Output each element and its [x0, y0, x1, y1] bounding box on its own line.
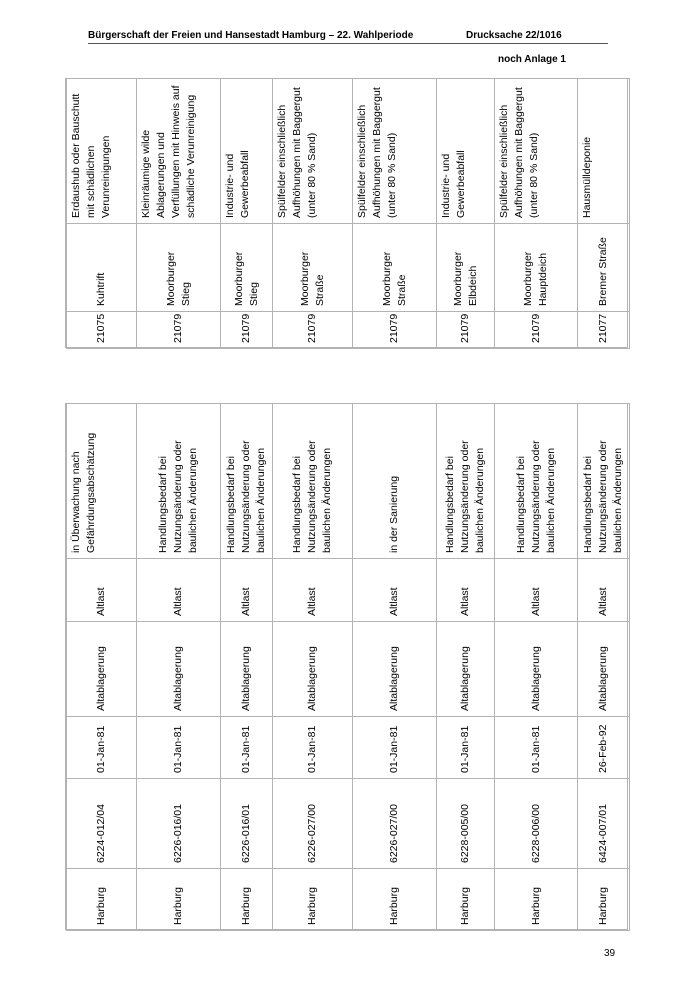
- site-class: Altlast: [221, 559, 273, 622]
- upper-table-grid: [66, 78, 630, 349]
- site-class: Altlast: [437, 559, 495, 622]
- postal-code: 21079: [437, 312, 495, 349]
- record-date: 01-Jan-81: [67, 717, 137, 779]
- record-date: 26-Feb-92: [578, 717, 630, 779]
- street-name: Bremer Straße: [578, 224, 630, 312]
- postal-code: 21077: [578, 312, 630, 349]
- site-kind: Altablagerung: [353, 622, 437, 717]
- site-kind: Altablagerung: [221, 622, 273, 717]
- table-row: [578, 404, 630, 931]
- table-row: [353, 404, 437, 931]
- record-date: 01-Jan-81: [137, 717, 221, 779]
- district: Harburg: [495, 869, 578, 931]
- site-class: Altlast: [137, 559, 221, 622]
- street-name: Moorburger Straße: [353, 224, 437, 312]
- table-row: [437, 79, 495, 349]
- table-row: [495, 79, 578, 349]
- site-status: Handlungsbedarf bei Nutzungsänderung oder baulichen Änderungen: [437, 404, 495, 559]
- page-header: [0, 0, 700, 80]
- district: Harburg: [137, 869, 221, 931]
- contamination-type: Kleinräumige wilde Ablagerungen und Verfüllungen mit Hinweis auf schädliche Verunreinigung: [137, 79, 221, 224]
- table-row: [137, 79, 221, 349]
- record-date: 01-Jan-81: [273, 717, 353, 779]
- street-name: Moorburger Stieg: [221, 224, 273, 312]
- district: Harburg: [437, 869, 495, 931]
- table-row: [273, 79, 353, 349]
- table-row: [495, 404, 578, 931]
- site-id: 6226-016/01: [137, 779, 221, 869]
- postal-code: 21079: [495, 312, 578, 349]
- site-kind: Altablagerung: [437, 622, 495, 717]
- record-date: 01-Jan-81: [353, 717, 437, 779]
- contamination-type: Hausmülldeponie: [578, 79, 630, 224]
- district: Harburg: [67, 869, 137, 931]
- table-row: [67, 79, 137, 349]
- site-class: Altlast: [67, 559, 137, 622]
- street-name: Kuhtrift: [67, 224, 137, 312]
- table-row: [221, 79, 273, 349]
- site-kind: Altablagerung: [495, 622, 578, 717]
- site-kind: Altablagerung: [273, 622, 353, 717]
- table-row: [67, 404, 137, 931]
- district: Harburg: [578, 869, 630, 931]
- street-name: Moorburger Straße: [273, 224, 353, 312]
- record-date: 01-Jan-81: [437, 717, 495, 779]
- postal-code: 21079: [273, 312, 353, 349]
- site-id: 6224-012/04: [67, 779, 137, 869]
- postal-code: 21079: [137, 312, 221, 349]
- annex-label: noch Anlage 1: [498, 54, 566, 65]
- postal-code: 21079: [221, 312, 273, 349]
- site-status: in Überwachung nach Gefährdungsabschätzung: [67, 404, 137, 559]
- site-id: 6228-005/00: [437, 779, 495, 869]
- street-name: Moorburger Elbdeich: [437, 224, 495, 312]
- upper-table: [65, 78, 628, 348]
- district: Harburg: [353, 869, 437, 931]
- site-id: 6424-007/01: [578, 779, 630, 869]
- site-kind: Altablagerung: [137, 622, 221, 717]
- contamination-type: Spülfelder einschließlich Aufhöhungen mit Baggergut (unter 80 % Sand): [353, 79, 437, 224]
- header-divider: [88, 43, 608, 44]
- site-status: in der Sanierung: [353, 404, 437, 559]
- district: Harburg: [221, 869, 273, 931]
- site-status: Handlungsbedarf bei Nutzungsänderung oder baulichen Änderungen: [495, 404, 578, 559]
- lower-table-grid: [66, 403, 630, 931]
- contamination-type: Industrie- und Gewerbeabfall: [437, 79, 495, 224]
- site-class: Altlast: [353, 559, 437, 622]
- document-number: Drucksache 22/1016: [466, 30, 562, 41]
- site-kind: Altablagerung: [67, 622, 137, 717]
- site-kind: Altablagerung: [578, 622, 630, 717]
- street-name: Moorburger Hauptdeich: [495, 224, 578, 312]
- site-id: 6226-027/00: [353, 779, 437, 869]
- page-number: 39: [604, 948, 616, 959]
- record-date: 01-Jan-81: [495, 717, 578, 779]
- record-date: 01-Jan-81: [221, 717, 273, 779]
- parliament-title: Bürgerschaft der Freien und Hansestadt Hamburg – 22. Wahlperiode: [88, 30, 414, 41]
- table-row: [353, 79, 437, 349]
- contamination-type: Erdaushub oder Bauschutt mit schädlichen Verunreinigungen: [67, 79, 137, 224]
- site-id: 6228-006/00: [495, 779, 578, 869]
- site-id: 6226-016/01: [221, 779, 273, 869]
- table-row: [578, 79, 630, 349]
- lower-table: [65, 403, 628, 930]
- site-id: 6226-027/00: [273, 779, 353, 869]
- table-row: [437, 404, 495, 931]
- district: Harburg: [273, 869, 353, 931]
- site-status: Handlungsbedarf bei Nutzungsänderung oder baulichen Änderungen: [273, 404, 353, 559]
- postal-code: 21079: [353, 312, 437, 349]
- site-class: Altlast: [495, 559, 578, 622]
- contamination-type: Spülfelder einschließlich Aufhöhungen mit Baggergut (unter 80 % Sand): [273, 79, 353, 224]
- table-row: [137, 404, 221, 931]
- table-row: [221, 404, 273, 931]
- site-class: Altlast: [273, 559, 353, 622]
- street-name: Moorburger Stieg: [137, 224, 221, 312]
- site-status: Handlungsbedarf bei Nutzungsänderung oder baulichen Änderungen: [221, 404, 273, 559]
- site-status: Handlungsbedarf bei Nutzungsänderung oder baulichen Änderungen: [137, 404, 221, 559]
- site-class: Altlast: [578, 559, 630, 622]
- table-row: [273, 404, 353, 931]
- contamination-type: Spülfelder einschließlich Aufhöhungen mit Baggergut (unter 80 % Sand): [495, 79, 578, 224]
- postal-code: 21075: [67, 312, 137, 349]
- site-status: Handlungsbedarf bei Nutzungsänderung oder baulichen Änderungen: [578, 404, 630, 559]
- contamination-type: Industrie- und Gewerbeabfall: [221, 79, 273, 224]
